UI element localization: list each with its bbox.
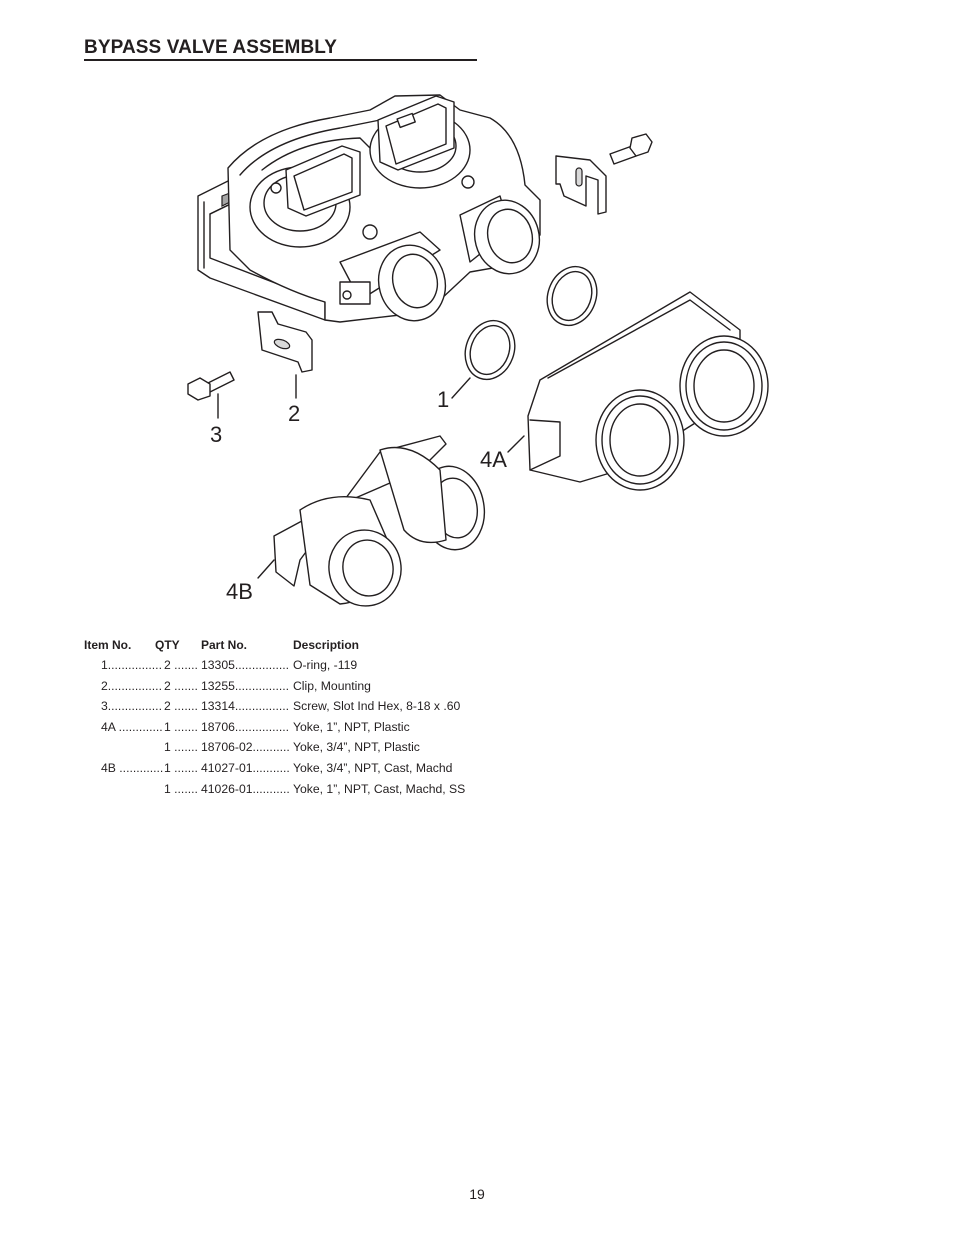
description: O-ring, -119 — [293, 658, 358, 672]
header-item-no: Item No. — [84, 638, 132, 652]
callout-4b: 4B — [226, 579, 253, 604]
item-no: 4A ............. — [101, 719, 163, 734]
description: Yoke, 3/4”, NPT, Cast, Machd — [293, 760, 453, 775]
o-ring-lower — [457, 314, 523, 387]
qty: 2 ....... — [164, 678, 198, 693]
yoke-cast-4b — [274, 436, 491, 612]
header-description: Description — [293, 638, 360, 652]
part-no: 13255................ — [201, 678, 290, 693]
description: Yoke, 1”, NPT, Plastic — [293, 719, 410, 734]
description: Screw, Slot Ind Hex, 8-18 x .60 — [293, 699, 461, 714]
qty: 1 ....... — [164, 740, 198, 755]
item-no: 3................ — [101, 699, 162, 714]
item-no: 4B ............. — [101, 760, 164, 775]
description: Yoke, 3/4”, NPT, Plastic — [293, 740, 420, 755]
qty: 1 ....... — [164, 781, 198, 796]
item-no: 1................ — [101, 658, 162, 672]
header-part-no: Part No. — [201, 638, 248, 652]
screw-upper — [610, 134, 652, 164]
part-no: 18706................ — [201, 719, 290, 734]
callout-4a: 4A — [480, 447, 507, 472]
description: Clip, Mounting — [293, 678, 371, 693]
screw-lower — [188, 372, 234, 400]
part-no: 13305................ — [201, 658, 290, 672]
header-qty: QTY — [155, 638, 180, 652]
part-no: 41026-01........... — [201, 781, 290, 796]
part-no: 13314................ — [201, 699, 290, 714]
item-no: 2................ — [101, 678, 162, 693]
qty: 2 ....... — [164, 699, 198, 714]
bypass-valve-body — [198, 95, 547, 328]
page-title: BYPASS VALVE ASSEMBLY — [84, 37, 338, 58]
qty: 2 ....... — [164, 658, 198, 672]
part-no: 18706-02........... — [201, 740, 290, 755]
part-no: 41027-01........... — [201, 760, 290, 775]
mounting-clip-lower — [258, 312, 312, 372]
mounting-clip-upper — [556, 156, 606, 214]
o-ring-upper — [539, 260, 605, 333]
callout-1: 1 — [437, 387, 450, 412]
callout-2: 2 — [288, 401, 301, 426]
qty: 1 ....... — [164, 719, 198, 734]
description: Yoke, 1”, NPT, Cast, Machd, SS — [293, 781, 466, 796]
qty: 1 ....... — [164, 760, 198, 775]
page-number: 19 — [469, 1186, 485, 1202]
callout-3: 3 — [210, 422, 223, 447]
